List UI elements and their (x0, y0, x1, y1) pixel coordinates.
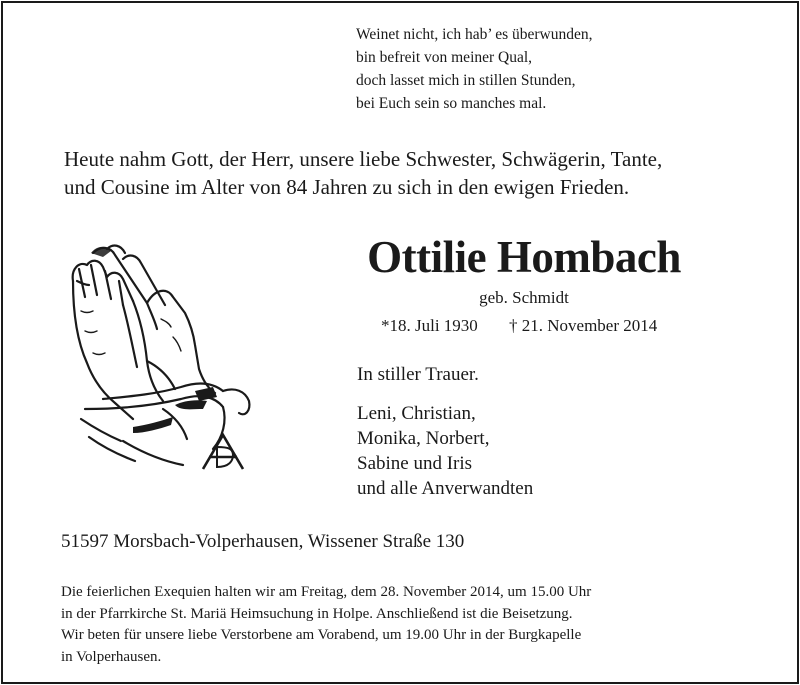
death-date: † 21. November 2014 (509, 316, 658, 335)
durer-monogram-icon (203, 435, 243, 469)
announcement-line: und Cousine im Alter von 84 Jahren zu sich in den ewigen Frieden. (64, 175, 630, 199)
mourner-line: und alle Anverwandten (357, 478, 534, 499)
notice-line: Wir beten für unsere liebe Verstorbene am Vorabend, um 19.00 Uhr in der Burgkapelle (61, 627, 582, 643)
announcement-text (64, 145, 662, 201)
maiden-name: geb. Schmidt (479, 288, 569, 307)
announcement-line: Heute nahm Gott, der Herr, unsere liebe Schwester, Schwägerin, Tante, (64, 147, 663, 171)
memorial-poem (356, 23, 592, 115)
mourner-line: Monika, Norbert, (357, 428, 490, 449)
notice-line: in der Pfarrkirche St. Mariä Heimsuchung in Holpe. Anschließend ist die Beisetzung. (61, 605, 573, 622)
poem-line: Weinet nicht, ich hab’ es überwunden, (356, 26, 593, 43)
family-address: 51597 Morsbach-Volperhausen, Wissener Straße 130 (61, 531, 465, 552)
poem-line: bin befreit von meiner Qual, (356, 49, 533, 66)
mourner-line: Leni, Christian, (357, 403, 476, 424)
deceased-name: Ottilie Hombach (367, 232, 681, 282)
poem-line: bei Euch sein so manches mal. (356, 95, 547, 112)
mourners-list (357, 401, 533, 501)
mourner-line: Sabine und Iris (357, 453, 473, 474)
mourning-heading: In stiller Trauer. (357, 364, 479, 385)
funeral-notice (61, 582, 591, 668)
praying-hands-icon (63, 241, 258, 476)
notice-line: in Volperhausen. (61, 648, 162, 665)
notice-line: Die feierlichen Exequien halten wir am Freitag, dem 28. November 2014, um 15.00 Uhr (61, 584, 592, 600)
poem-line: doch lasset mich in stillen Stunden, (356, 72, 576, 89)
birth-date: *18. Juli 1930 (381, 316, 478, 335)
obituary-frame (1, 1, 799, 684)
